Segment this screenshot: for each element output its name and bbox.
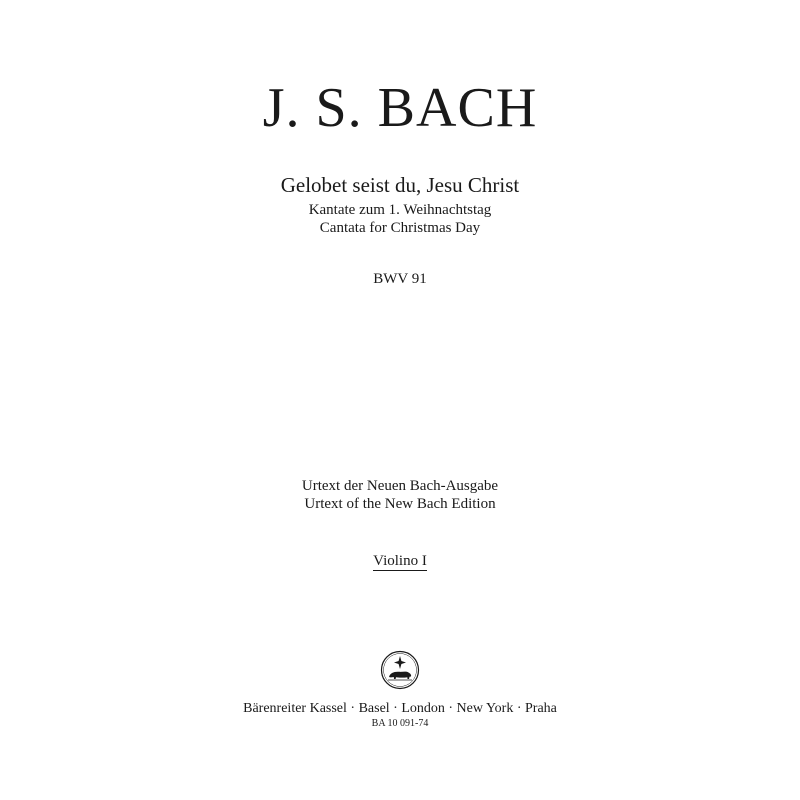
subtitle-german: Kantate zum 1. Weihnachtstag: [308, 202, 492, 218]
publisher-logo-icon: [380, 650, 420, 690]
part-name: Violino I: [373, 553, 427, 569]
part-label: [0, 552, 800, 570]
composer-name: J. S. BACH: [262, 77, 538, 139]
work-title: Gelobet seist du, Jesu Christ: [280, 173, 520, 197]
urtext-english: Urtext of the New Bach Edition: [304, 496, 496, 512]
publisher-line: Bärenreiter Kassel · Basel · London · New York · Praha: [243, 701, 557, 716]
bwv-number: BWV 91: [373, 271, 427, 287]
subtitle-english: Cantata for Christmas Day: [319, 220, 481, 236]
edition-number: BA 10 091-74: [371, 718, 429, 729]
urtext-german: Urtext der Neuen Bach-Ausgabe: [301, 478, 499, 494]
